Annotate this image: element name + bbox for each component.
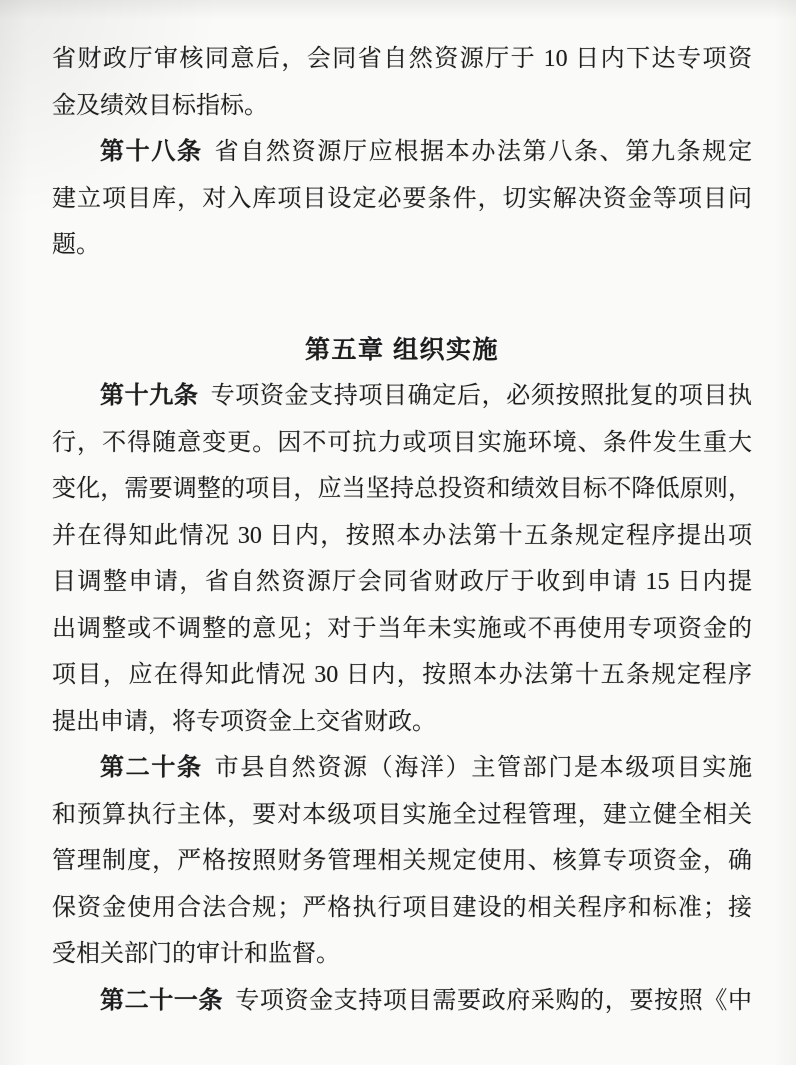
text-line: 第十八条 省自然资源厅应根据本办法第八条、第九条规定 [100, 139, 752, 165]
text-line: 变化，需要调整的项目，应当坚持总投资和绩效目标不降低原则， [52, 476, 752, 502]
text-line: 受相关部门的审计和监督。 [52, 941, 340, 967]
text-line: 目调整申请，省自然资源厅会同省财政厅于收到申请 15 日内提 [52, 569, 752, 595]
text-line: 第十九条 专项资金支持项目确定后，必须按照批复的项目执 [100, 383, 752, 409]
document-body [52, 36, 752, 1024]
text-line: 金及绩效目标指标。 [52, 92, 268, 119]
article-number-label: 第二十条 [100, 755, 203, 781]
text-line: 保资金使用合法合规；严格执行项目建设的相关程序和标准；接 [52, 894, 752, 921]
text-line: 提出申请，将专项资金上交省财政。 [52, 708, 436, 735]
article-number-label: 第十八条 [100, 139, 203, 165]
text-line: 第二十条 市县自然资源（海洋）主管部门是本级项目实施 [100, 755, 752, 781]
text-line: 管理制度，严格按照财务管理相关规定使用、核算专项资金，确 [52, 848, 752, 874]
text-line: 并在得知此情况 30 日内，按照本办法第十五条规定程序提出项 [52, 522, 752, 549]
article-number-label: 第二十一条 [100, 987, 224, 1014]
text-line: 行，不得随意变更。因不可抗力或项目实施环境、条件发生重大 [52, 429, 752, 456]
text-line: 第二十一条 专项资金支持项目需要政府采购的，要按照《中 [100, 987, 752, 1014]
text-line: 项目，应在得知此情况 30 日内，按照本办法第十五条规定程序 [52, 662, 752, 688]
article-number-label: 第十九条 [100, 383, 199, 409]
text-line: 题。 [52, 232, 100, 258]
text-line: 和预算执行主体，要对本级项目实施全过程管理，建立健全相关 [52, 801, 752, 828]
text-line: 省财政厅审核同意后，会同省自然资源厅于 10 日内下达专项资 [52, 46, 752, 72]
text-line: 出调整或不调整的意见；对于当年未实施或不再使用专项资金的 [52, 615, 752, 642]
chapter-heading: 第五章 组织实施 [305, 335, 499, 364]
text-line: 建立项目库，对入库项目设定必要条件，切实解决资金等项目问 [52, 185, 752, 212]
